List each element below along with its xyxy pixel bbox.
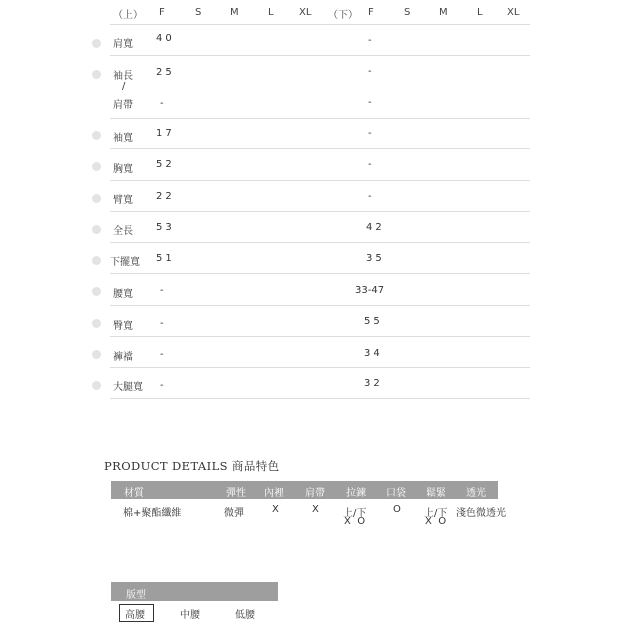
- value-bottom-waist: 33-47: [355, 285, 385, 296]
- row-label-length: 全長: [113, 226, 133, 237]
- value-elastic-band: 上/下: [424, 508, 448, 519]
- size-header-top-f: F: [159, 7, 165, 18]
- row-badge-icon: [92, 225, 101, 234]
- row-badge-icon: [92, 131, 101, 140]
- row-label-shoulder: 肩寬: [113, 39, 133, 50]
- value-lining: X: [272, 504, 279, 515]
- row-label-arm: 臂寬: [113, 195, 133, 206]
- fit-option-mid-waist[interactable]: 中腰: [180, 610, 200, 621]
- header-elastic-band: 鬆緊: [426, 488, 446, 499]
- table-divider: [110, 367, 530, 368]
- header-sheerness: 透光: [466, 488, 486, 499]
- size-header-bottom-m: M: [439, 7, 448, 18]
- value-top-hip: -: [160, 318, 167, 329]
- row-badge-icon: [92, 350, 101, 359]
- size-header-bottom-xl: XL: [507, 7, 520, 18]
- table-divider: [110, 305, 530, 306]
- table-divider: [110, 180, 530, 181]
- table-divider: [110, 211, 530, 212]
- row-label-chest: 胸寬: [113, 164, 133, 175]
- row-label-sleeve-length: 袖長: [113, 71, 133, 82]
- bottom-section-label: （下）: [328, 10, 358, 21]
- header-strap: 肩帶: [305, 488, 325, 499]
- header-zipper: 拉鍊: [346, 488, 366, 499]
- fit-header-label: 版型: [126, 590, 146, 601]
- row-label-sleeve-width: 袖寬: [113, 133, 133, 144]
- header-lining: 內裡: [264, 488, 284, 499]
- value-zipper-options: X O: [344, 516, 366, 527]
- value-bottom-chest: -: [368, 159, 375, 170]
- table-divider: [110, 242, 530, 243]
- size-header-bottom-f: F: [368, 7, 374, 18]
- value-top-strap: -: [160, 98, 167, 109]
- value-top-chest: 52: [156, 159, 175, 170]
- value-bottom-sleeve-length: -: [368, 66, 375, 77]
- row-badge-icon: [92, 256, 101, 265]
- size-header-bottom-s: S: [404, 7, 411, 18]
- row-badge-icon: [92, 39, 101, 48]
- table-divider: [110, 118, 530, 119]
- value-bottom-sleeve-width: -: [368, 128, 375, 139]
- value-top-thigh: -: [160, 380, 167, 391]
- value-bottom-hip: 55: [364, 316, 383, 327]
- fit-option-high-waist[interactable]: 高腰: [125, 610, 145, 621]
- value-pocket: O: [393, 504, 401, 515]
- table-divider: [110, 148, 530, 149]
- row-badge-icon: [92, 319, 101, 328]
- header-elasticity: 彈性: [226, 488, 246, 499]
- value-top-shoulder: 40: [156, 33, 175, 44]
- row-badge-icon: [92, 162, 101, 171]
- value-top-length: 53: [156, 222, 175, 233]
- value-bottom-crotch: 34: [364, 348, 383, 359]
- table-divider: [110, 273, 530, 274]
- value-bottom-length: 42: [366, 222, 385, 233]
- value-bottom-thigh: 32: [364, 378, 383, 389]
- value-elastic-band-options: X O: [425, 516, 447, 527]
- size-header-top-l: L: [268, 7, 274, 18]
- size-header-top-m: M: [230, 7, 239, 18]
- value-material: 棉+聚酯纖維: [123, 508, 182, 519]
- size-header-top-s: S: [195, 7, 202, 18]
- table-divider: [110, 398, 530, 399]
- value-sheerness: 淺色微透光: [456, 508, 506, 519]
- value-top-sleeve-length: 25: [156, 67, 175, 78]
- table-divider: [110, 336, 530, 337]
- product-details-title: PRODUCT DETAILS 商品特色: [104, 459, 280, 473]
- row-badge-icon: [92, 70, 101, 79]
- value-top-crotch: -: [160, 349, 167, 360]
- value-top-arm: 22: [156, 191, 175, 202]
- value-top-waist: -: [160, 285, 167, 296]
- value-top-sleeve-width: 17: [156, 128, 175, 139]
- value-elasticity: 微彈: [224, 508, 244, 519]
- row-label-hip: 臀寬: [113, 321, 133, 332]
- table-divider: [110, 24, 530, 25]
- value-bottom-shoulder: -: [368, 35, 375, 46]
- row-label-separator: /: [122, 81, 126, 92]
- top-section-label: （上）: [113, 10, 143, 21]
- row-label-thigh: 大腿寬: [113, 382, 143, 393]
- size-header-top-xl: XL: [299, 7, 312, 18]
- value-zipper: 上/下: [343, 508, 367, 519]
- size-header-bottom-l: L: [477, 7, 483, 18]
- row-label-waist: 腰寬: [113, 289, 133, 300]
- fit-option-low-waist[interactable]: 低腰: [235, 610, 255, 621]
- row-badge-icon: [92, 287, 101, 296]
- header-pocket: 口袋: [386, 488, 406, 499]
- value-bottom-hem: 35: [366, 253, 385, 264]
- row-label-hem: 下擺寬: [110, 257, 140, 268]
- row-label-strap: 肩帶: [113, 100, 133, 111]
- value-bottom-arm: -: [368, 191, 375, 202]
- row-label-crotch: 褲襠: [113, 352, 133, 363]
- row-badge-icon: [92, 194, 101, 203]
- row-badge-icon: [92, 381, 101, 390]
- header-material: 材質: [124, 488, 144, 499]
- value-bottom-strap: -: [368, 97, 375, 108]
- table-divider: [110, 55, 530, 56]
- value-top-hem: 51: [156, 253, 175, 264]
- value-strap: X: [312, 504, 319, 515]
